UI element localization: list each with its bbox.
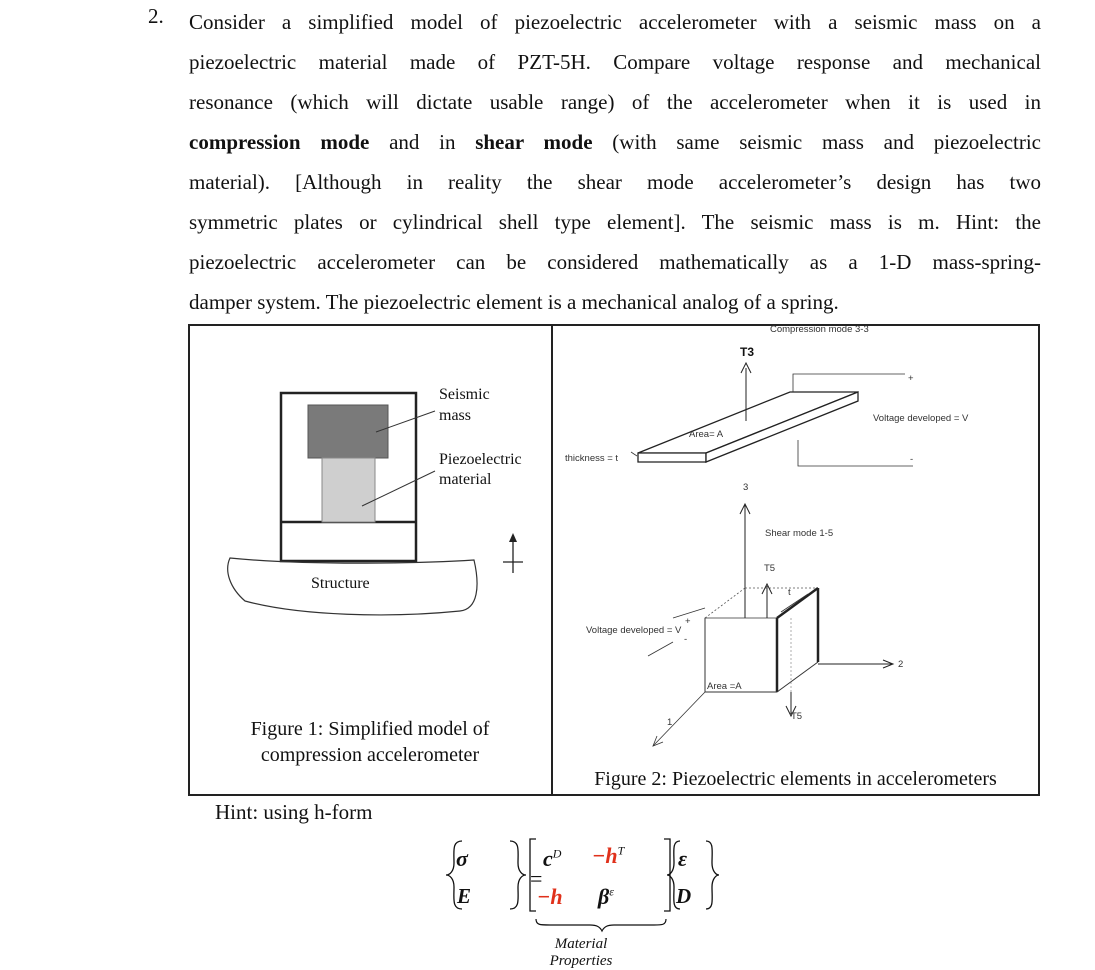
question-text: [189, 7, 1041, 327]
eq-D: D: [676, 884, 692, 908]
figure2-diagram: [553, 326, 1038, 766]
eq-h-neg: −h: [537, 884, 563, 909]
text-segment: resonance (which will dictate usable range) of the accelerometer when it is used in: [189, 90, 1041, 114]
question-line: [189, 167, 1041, 207]
eq-epsilon: ε: [678, 846, 688, 871]
label-t5-top: T5: [764, 563, 776, 574]
label-thickness: thickness = t: [565, 453, 619, 464]
text-segment: and in: [369, 130, 476, 154]
bold-term: compression mode: [189, 130, 370, 154]
text-segment: symmetric plates or cylindrical shell type element]. The seismic mass is m. Hint: the: [189, 210, 1041, 234]
text-segment: (with same seismic mass and piezoelectric: [592, 130, 1041, 154]
question-line: [189, 127, 1041, 167]
eq-hT: $-h^T$: [592, 843, 625, 868]
label-plus-shear: +: [685, 616, 691, 627]
label-area-shear: Area =A: [707, 681, 742, 692]
label-compression-title: Compression mode 3-3: [770, 324, 869, 335]
label-material: material: [439, 471, 492, 488]
label-axis3: 3: [743, 482, 749, 493]
question-line: [189, 287, 1041, 327]
label-mass: mass: [439, 407, 471, 424]
question-line: [189, 207, 1041, 247]
eq-equals: =: [530, 866, 543, 891]
figure2-caption: Figure 2: Piezoelectric elements in accelerometers: [594, 768, 997, 790]
label-t3: T3: [740, 345, 755, 359]
label-voltage-top: Voltage developed = V: [873, 413, 969, 424]
text-segment: piezoelectric accelerometer can be considered mathematically as a 1-D mass-spring-: [189, 250, 1041, 274]
up-arrow-icon: [509, 533, 517, 542]
label-structure: Structure: [311, 575, 370, 592]
label-shear-title: Shear mode 1-5: [765, 528, 834, 539]
text-segment: damper system. The piezoelectric element is a mechanical analog of a spring.: [189, 290, 839, 314]
label-voltage-shear: Voltage developed = V: [586, 625, 682, 636]
question-line: [189, 47, 1041, 87]
eq-E: E: [457, 884, 472, 908]
label-minus-top: -: [910, 454, 914, 465]
label-axis1: 1: [667, 717, 673, 728]
label-minus-shear: -: [684, 634, 688, 645]
label-t5-bottom: T5: [791, 711, 803, 722]
text-segment: piezoelectric material made of PZT-5H. Compare voltage response and mechanical: [189, 50, 1041, 74]
eq-cD: $c^D$: [543, 846, 562, 871]
question-line: [189, 7, 1041, 47]
text-segment: Consider a simplified model of piezoelectric accelerometer with a seismic mass on a: [189, 10, 1041, 34]
text-segment: material). [Although in reality the shear mode accelerometer’s design has two: [189, 170, 1041, 194]
label-t-small: t: [788, 587, 791, 598]
piezo-block: [322, 458, 375, 522]
material-properties-label: Material Properties: [549, 936, 613, 969]
label-seismic: Seismic: [439, 386, 490, 403]
eq-sigma: σ: [456, 846, 468, 871]
question-line: [189, 87, 1041, 127]
bold-term: shear mode: [475, 130, 593, 154]
figure1-caption: Figure 1: Simplified model of compression accelerometer: [250, 718, 490, 766]
label-axis2: 2: [898, 659, 904, 670]
label-plus-top: +: [908, 373, 914, 384]
question-number: 2.: [148, 4, 164, 28]
eq-beta: $\beta^\varepsilon$: [598, 884, 615, 909]
hint-text: Hint: using h-form: [215, 800, 373, 824]
label-area-top: Area= A: [689, 429, 724, 440]
label-piezoelectric: Piezoelectric: [439, 451, 522, 468]
question-line: [189, 247, 1041, 287]
